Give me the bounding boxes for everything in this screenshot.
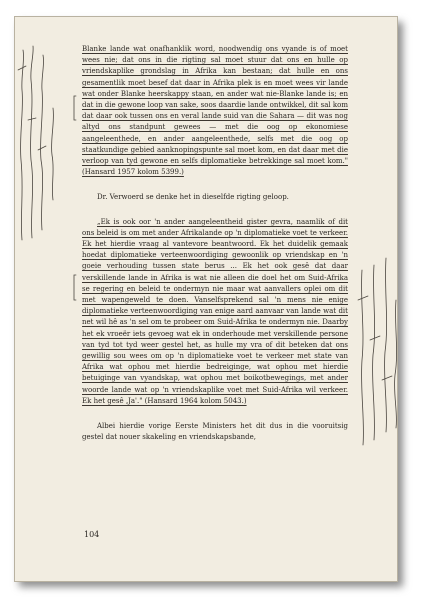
margin-brackets xyxy=(74,96,76,300)
body-paragraph-closing-text: Albei hierdie vorige Eerste Ministers het dit dus in die vooruitsig gestel dat nouer skakeling en vriendskapsbande, xyxy=(82,422,348,442)
page-number: 104 xyxy=(84,530,100,539)
body-paragraph-verwoerd-text: Dr. Verwoerd se denke het in dieselfde rigting geloop. xyxy=(97,193,289,202)
quote-paragraph-1-text: Blanke lande wat onafhanklik word, noodwendig ons vyande is of moet wees nie; dat ons in die rigting sal moet stuur dat ons en hulle op vriendskaplike grondslag in Afrika kan bestaan; dat hulle en ons gesamentlik moet besef dat daar in Afrika plek is en moet wees vir lande wat onder Blanke heerskappy staan, en ander wat nie-Blanke lande is; en dat in die gewone loop van sake, soos daardie lande ontwikkel, dit sal kom dat daar ook tussen ons en veral lande suid van die Sahara — dit was nog altyd ons standpunt gewees — met die oog op ekonomiese aangeleenthede, en ander aangeleenthede, selfs met die oog op staatkundige gebied aanknopingspunte sal moet kom, en dat daar met die verloop van tyd gewone en selfs diplomatieke betrekkinge sal moet kom." (Hansard 1957 kolom 5399.) xyxy=(82,45,348,177)
margin-note-right xyxy=(358,258,397,445)
margin-note-left xyxy=(18,46,53,240)
quote-paragraph-2-text: „Ek is ook oor 'n ander aangeleentheid gister gevra, naamlik of dit ons beleid is om met ander Afrikalande op 'n diplomatieke voet te verkeer. Ek het hierdie vraag al vantevore beantwoord. Ek het duidelik gemaak hoedat diplomatieke verteenwoordiging gewoonlik op vriendskap en 'n goeie verhouding tussen state berus ... Ek het ook gesê dat daar verskillende lande in Afrika is wat nie alleen die doel het om Suid-Afrika se regering en beleid te ondermyn nie maar wat aanvallers oplei om dit met wapengeweld te doen. Vanselfsprekend sal 'n mens nie enige diplomatieke verteenwoordiging van enige aard aanvaar van lande wat dit net wil hê as 'n sel om te probeer om Suid-Afrika te ondermyn nie. Daarby het ek vroeër iets gevoeg wat ek in onderhoude met verskillende persone van tyd tot tyd weer gestel het, as hulle my vra of dit beteken dat ons gewillig sou wees om op 'n diplomatieke voet te verkeer met state van Afrika wat ophou met hierdie bedreiginge, wat ophou met hierdie betuiginge van vyandskap, wat ophou met boikotbewegings, met ander woorde lande wat op 'n vriendskaplike voet met Suid-Afrika wil verkeer. Ek het gesê ‚Ja'." (Hansard 1964 kolom 5043.) xyxy=(82,217,348,405)
